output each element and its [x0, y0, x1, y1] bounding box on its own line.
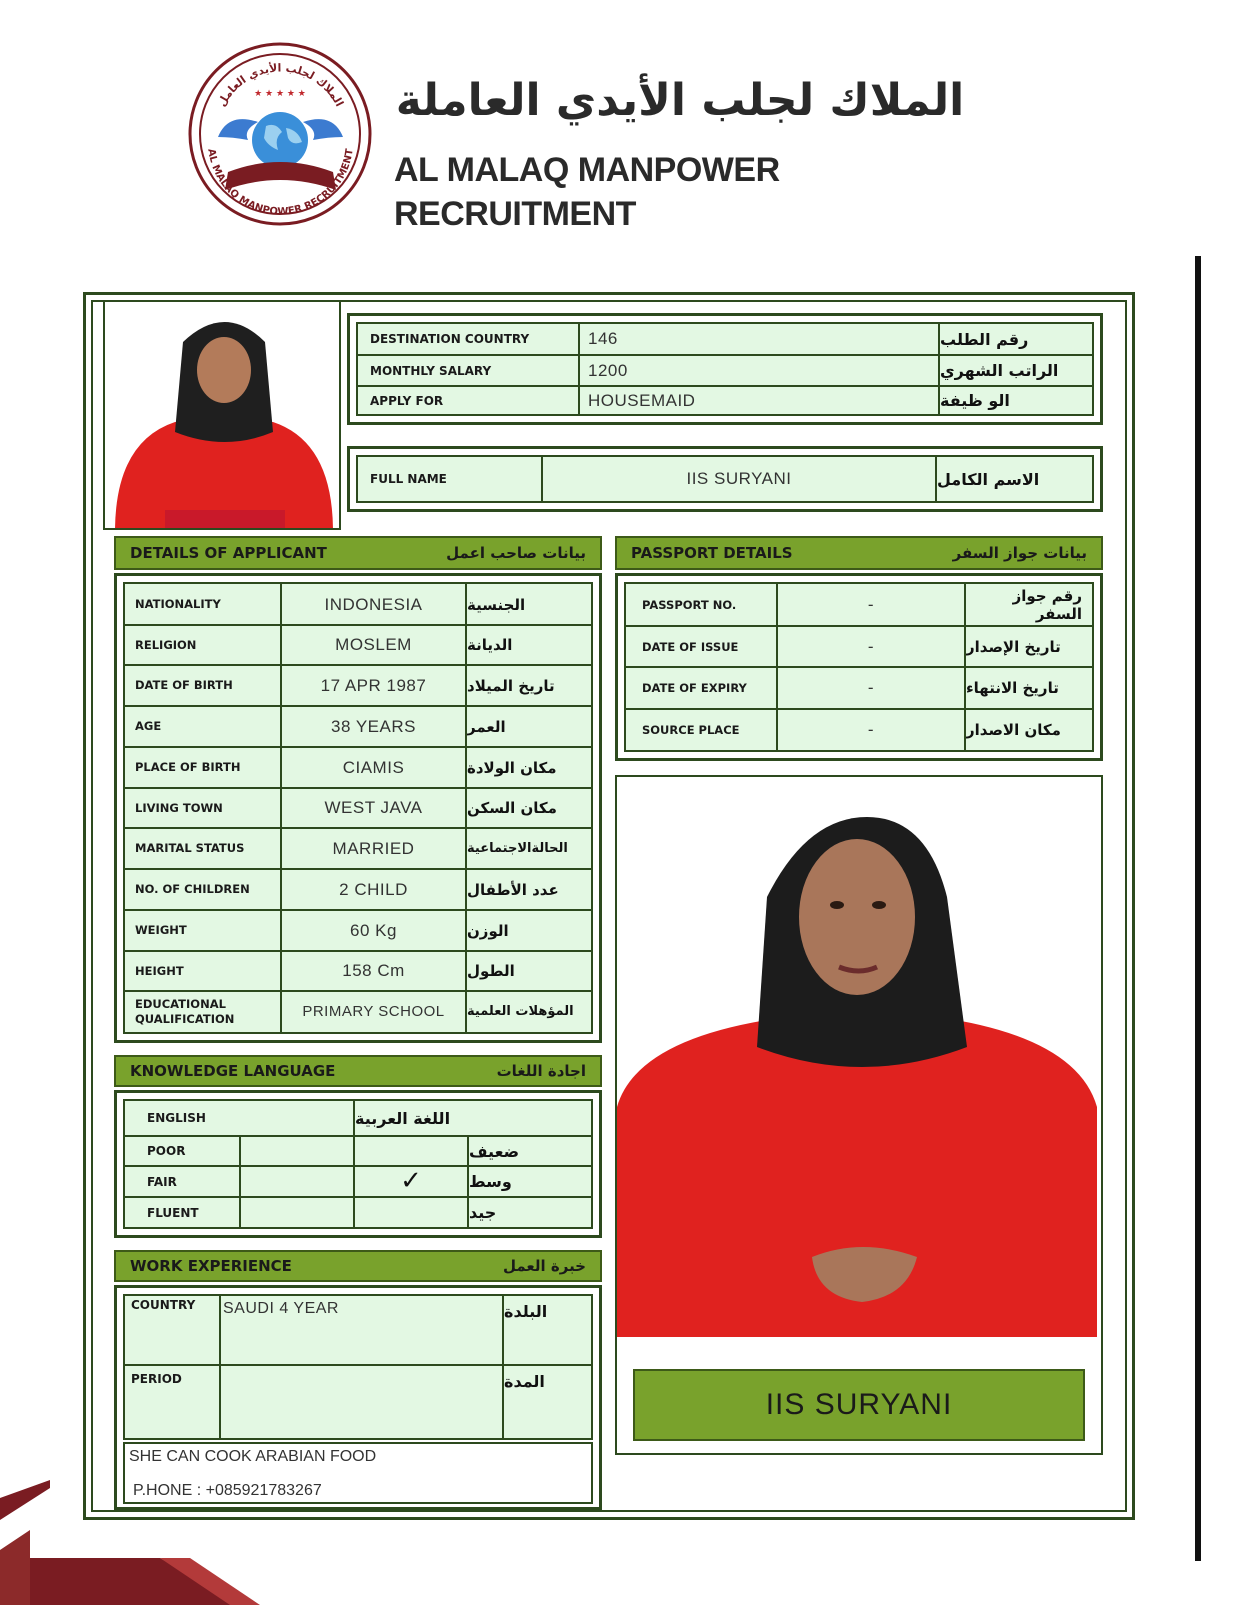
arabic-monthly-salary: الراتب الشهري	[940, 361, 1059, 380]
applicant-value: 158 Cm	[342, 961, 405, 980]
applicant-label: WEIGHT	[135, 923, 187, 937]
passport-value: -	[867, 636, 875, 656]
passport-label: DATE OF ISSUE	[642, 639, 739, 654]
level-fluent-arabic: جيد	[469, 1203, 497, 1222]
language-table	[114, 1090, 602, 1238]
label-full-name: FULL NAME	[370, 472, 447, 486]
arabic-full-name: الاسم الكامل	[937, 469, 1040, 489]
application-info-table	[347, 313, 1103, 425]
applicant-arabic: مكان الولادة	[467, 758, 557, 777]
passport-value: -	[867, 719, 875, 739]
applicant-arabic: الوزن	[467, 921, 509, 940]
logo-ribbon-text: AL MALAQ MANPOWER RECRUITMENT	[205, 148, 356, 218]
arabic-apply-for: الو ظيفة	[940, 391, 1010, 410]
passport-arabic: رقم جواز السفر	[1012, 587, 1082, 623]
arabic-country: البلدة	[504, 1301, 548, 1321]
note-cooking: SHE CAN COOK ARABIAN FOOD	[129, 1448, 377, 1465]
label-destination-country: DESTINATION COUNTRY	[370, 332, 530, 346]
applicant-photo-small	[103, 300, 341, 530]
value-monthly-salary: 1200	[588, 360, 628, 380]
applicant-label: HEIGHT	[135, 963, 184, 978]
applicant-value: INDONESIA	[324, 594, 423, 614]
applicant-value: PRIMARY SCHOOL	[302, 1003, 445, 1020]
passport-arabic: تاريخ الإصدار	[966, 637, 1061, 656]
level-poor-arabic: ضعيف	[469, 1141, 520, 1161]
passport-label: DATE OF EXPIRY	[642, 681, 747, 695]
applicant-value: MARRIED	[332, 838, 415, 858]
company-name-arabic: الملاك لجلب الأيدي العاملة	[395, 75, 965, 126]
applicant-value: MOSLEM	[335, 635, 412, 654]
applicant-arabic: الطول	[467, 962, 515, 980]
applicant-label: DATE OF BIRTH	[135, 678, 233, 692]
applicant-arabic: المؤهلات العلمية	[467, 1004, 574, 1019]
applicant-photo-large-frame	[615, 775, 1103, 1455]
applicant-arabic: الجنسية	[467, 595, 526, 614]
applicant-details-table	[114, 573, 602, 1043]
passport-value: -	[867, 678, 875, 697]
applicant-label: NATIONALITY	[135, 597, 221, 611]
applicant-arabic: مكان السكن	[467, 799, 557, 817]
arabic-period: المدة	[504, 1371, 545, 1391]
label-english: ENGLISH	[147, 1111, 206, 1125]
value-apply-for: HOUSEMAID	[588, 390, 696, 410]
label-apply-for: APPLY FOR	[370, 393, 444, 408]
applicant-arabic: تاريخ الميلاد	[467, 676, 555, 695]
applicant-value: 60 Kg	[350, 920, 397, 940]
applicant-value: 2 CHILD	[339, 879, 408, 899]
svg-text:★ ★ ★ ★ ★: ★ ★ ★ ★ ★	[254, 89, 306, 99]
value-request-number: 146	[588, 329, 618, 348]
applicant-label: EDUCATIONAL QUALIFICATION	[135, 996, 235, 1026]
value-full-name: IIS SURYANI	[686, 469, 792, 488]
passport-arabic: تاريخ الانتهاء	[966, 679, 1059, 697]
applicant-arabic: الحالةالاجتماعية	[467, 841, 568, 856]
passport-value: -	[867, 595, 875, 614]
name-banner-text: IIS SURYANI	[765, 1388, 953, 1421]
company-logo	[188, 42, 373, 227]
full-name-table	[347, 446, 1103, 512]
note-phone: P.HONE : +085921783267	[133, 1482, 322, 1499]
work-experience-table	[114, 1285, 602, 1510]
applicant-arabic: عدد الأطفال	[467, 880, 559, 899]
company-name-english: AL MALAQ MANPOWER RECRUITMENT	[394, 151, 780, 233]
section-header-applicant: DETAILS OF APPLICANT بيانات صاحب اعمل	[114, 536, 602, 570]
passport-label: SOURCE PLACE	[642, 722, 740, 737]
page-edge-rule	[1195, 256, 1201, 1561]
arabic-fair-check-icon: ✓	[400, 1165, 422, 1196]
work-notes	[123, 1442, 593, 1504]
label-country: COUNTRY	[131, 1298, 196, 1312]
applicant-label: AGE	[135, 719, 162, 733]
applicant-value: 17 APR 1987	[320, 675, 427, 695]
applicant-label: LIVING TOWN	[135, 800, 223, 815]
applicant-arabic: الديانة	[467, 636, 513, 654]
section-header-language: KNOWLEDGE LANGUAGE اجادة اللغات	[114, 1055, 602, 1087]
applicant-arabic: العمر	[467, 717, 506, 736]
applicant-label: RELIGION	[135, 637, 197, 652]
applicant-label: MARITAL STATUS	[135, 841, 245, 855]
label-period: PERIOD	[131, 1372, 182, 1386]
logo-arc-text: الملاك لجلب الأيدي العامل	[215, 61, 346, 109]
name-banner	[633, 1369, 1085, 1441]
applicant-value: WEST JAVA	[324, 798, 423, 817]
section-header-work: WORK EXPERIENCE خبرة العمل	[114, 1250, 602, 1282]
level-fluent: FLUENT	[147, 1205, 199, 1220]
arabic-request-number: رقم الطلب	[940, 329, 1029, 349]
label-arabic-language: اللغة العربية	[355, 1108, 451, 1128]
level-fair: FAIR	[147, 1174, 177, 1189]
value-work-country: SAUDI 4 YEAR	[223, 1300, 339, 1317]
level-fair-arabic: وسط	[469, 1172, 512, 1191]
passport-arabic: مكان الاصدار	[966, 720, 1061, 739]
applicant-photo-large	[617, 777, 1101, 1337]
applicant-value: 38 YEARS	[331, 716, 416, 736]
label-monthly-salary: MONTHLY SALARY	[370, 363, 492, 378]
section-header-passport: PASSPORT DETAILS بيانات جواز السفر	[615, 536, 1103, 570]
passport-details-table	[615, 573, 1103, 761]
applicant-value: CIAMIS	[342, 757, 405, 777]
applicant-label: PLACE OF BIRTH	[135, 760, 241, 774]
applicant-label: NO. OF CHILDREN	[135, 882, 250, 896]
passport-label: PASSPORT NO.	[642, 598, 737, 612]
level-poor: POOR	[147, 1144, 186, 1158]
